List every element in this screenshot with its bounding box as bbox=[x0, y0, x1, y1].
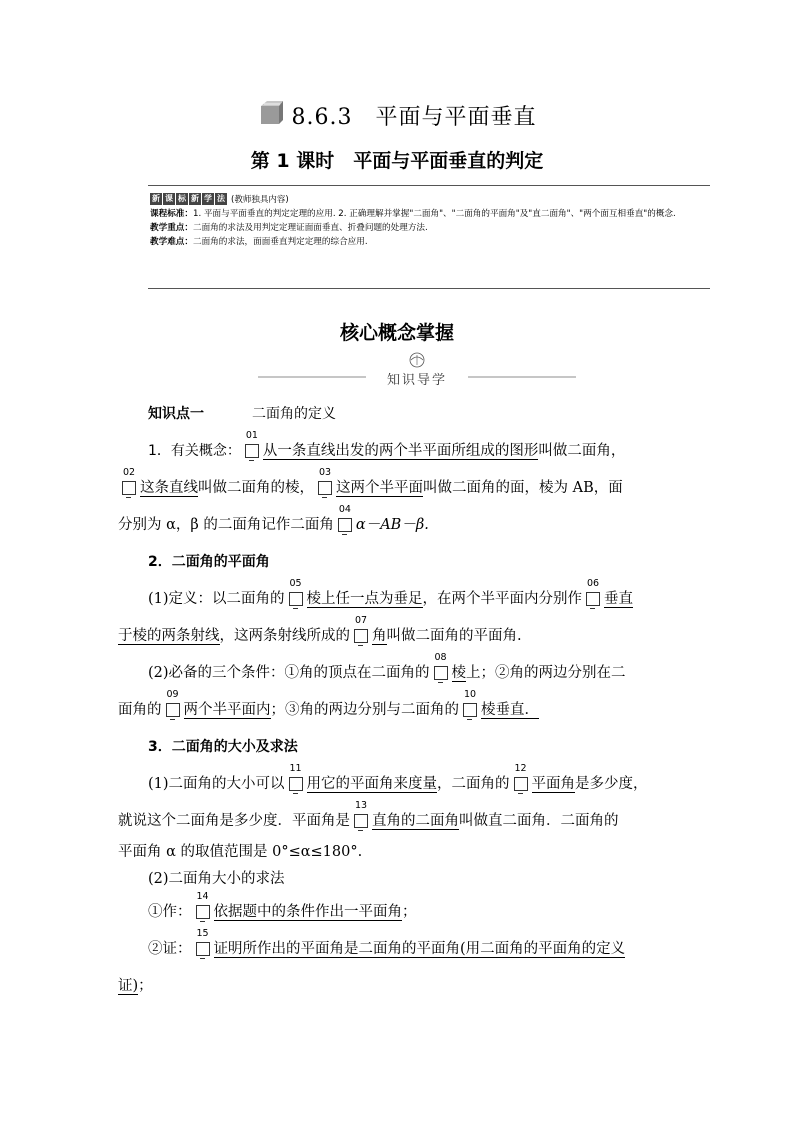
marker-number: 13 bbox=[354, 800, 368, 811]
definition-line-2 bbox=[118, 615, 680, 655]
key-label: 教学重点： bbox=[150, 222, 193, 233]
answer-blank: 这条直线 bbox=[140, 480, 198, 496]
bottom-divider bbox=[148, 288, 710, 289]
hard-text: 二面角的求法，面面垂直判定定理的综合应用. bbox=[192, 236, 368, 247]
answer-blank: 证) bbox=[118, 978, 139, 994]
marker-number: 05 bbox=[289, 578, 302, 589]
section-3-head bbox=[118, 729, 680, 766]
badge-char: 法 bbox=[217, 194, 225, 203]
answer-blank: α－AB－β. bbox=[355, 517, 429, 533]
step-construct bbox=[118, 891, 680, 931]
answer-blank: 证明所作出的平面角是二面角的平面角(用二面角的平面角的定义 bbox=[213, 941, 626, 957]
step-prove-1 bbox=[118, 928, 680, 968]
teaching-key-points bbox=[150, 221, 710, 235]
answer-marker-icon bbox=[194, 928, 212, 959]
marker-number: 07 bbox=[354, 615, 368, 626]
answer-marker-icon bbox=[584, 578, 602, 609]
answer-blank: 棱上任一点为垂足 bbox=[306, 591, 423, 607]
marker-number: 06 bbox=[587, 578, 600, 589]
concept-line-2 bbox=[118, 467, 680, 507]
teaching-difficulties bbox=[150, 235, 710, 249]
text: (1)二面角的大小可以 bbox=[148, 776, 285, 792]
marker-number: 12 bbox=[514, 763, 527, 774]
point-label: 知识点一 bbox=[148, 406, 204, 422]
knowledge-guide-label: 知识导学 bbox=[386, 373, 447, 388]
hard-label: 教学难点： bbox=[150, 236, 193, 247]
new-curriculum-badge bbox=[150, 192, 228, 206]
answer-blank: 角 bbox=[372, 628, 387, 644]
top-divider bbox=[148, 185, 710, 186]
badge-char: 新 bbox=[191, 194, 199, 203]
marker-number: 01 bbox=[245, 430, 258, 441]
text: ，在两个半平面内分别作 bbox=[422, 591, 583, 607]
text: 叫做直二面角．二面角的 bbox=[459, 813, 619, 829]
page-title: 8.6.3 平面与平面垂直 bbox=[291, 105, 537, 130]
answer-blank: 从一条直线出发的两个半平面所组成的图形 bbox=[262, 443, 539, 459]
badge-note: (教师独具内容) bbox=[231, 194, 289, 205]
answer-marker-icon bbox=[287, 763, 305, 794]
s1-head: 1．有关概念： bbox=[148, 443, 241, 459]
size-line-2 bbox=[118, 800, 680, 840]
answer-marker-icon bbox=[194, 891, 212, 922]
answer-marker-icon bbox=[120, 467, 138, 498]
text: ； bbox=[138, 978, 153, 994]
answer-marker-icon bbox=[512, 763, 530, 794]
knowledge-guide-header bbox=[258, 352, 576, 388]
text: ②证： bbox=[148, 941, 192, 957]
text: ①作： bbox=[148, 904, 192, 920]
curriculum-label: 课程标准： bbox=[150, 208, 193, 219]
text: 是多少度， bbox=[575, 776, 648, 792]
marker-number: 14 bbox=[196, 891, 209, 902]
key-text: 二面角的求法及用判定定理证面面垂直、折叠问题的处理方法. bbox=[192, 222, 428, 233]
text: 平面角 α 的取值范围是 0°≤α≤180°. bbox=[118, 844, 363, 860]
marker-number: 04 bbox=[338, 504, 351, 515]
standards-box bbox=[150, 192, 710, 249]
step-prove-2 bbox=[118, 968, 680, 1005]
section-heading-text: 3．二面角的大小及求法 bbox=[148, 739, 298, 755]
marker-number: 08 bbox=[434, 652, 447, 663]
section-2-head bbox=[118, 544, 680, 581]
marker-number: 02 bbox=[122, 467, 136, 478]
answer-marker-icon bbox=[461, 689, 479, 720]
curriculum-text: 1. 平面与平面垂直的判定定理的应用. 2. 正确理解并掌握"二面角"、"二面角的平面角"及"直二面角"、"两个面互相垂直"的概念. bbox=[192, 208, 676, 219]
answer-marker-icon bbox=[287, 578, 305, 609]
lesson-subtitle: 第 1 课时 平面与平面垂直的判定 bbox=[250, 150, 544, 172]
size-line-1 bbox=[118, 763, 680, 803]
section-heading: 核心概念掌握 bbox=[339, 322, 454, 344]
text: ，二面角的 bbox=[437, 776, 510, 792]
answer-marker-icon bbox=[316, 467, 334, 498]
answer-blank: 平面角 bbox=[531, 776, 576, 792]
text: 分别为 α，β 的二面角记作二面角 bbox=[118, 517, 334, 533]
concept-line-1 bbox=[118, 430, 680, 470]
answer-marker-icon bbox=[243, 430, 261, 461]
title-row bbox=[0, 100, 794, 131]
text: ，这两条射线所成的 bbox=[219, 628, 350, 644]
text: 上；②角的两边分别在二 bbox=[466, 665, 626, 681]
text: ； bbox=[402, 904, 417, 920]
marker-number: 03 bbox=[318, 467, 332, 478]
badge-char: 新 bbox=[152, 194, 160, 203]
size-line-3 bbox=[118, 840, 680, 864]
badge-char: 课 bbox=[165, 194, 173, 203]
book-icon bbox=[258, 100, 284, 126]
text: ；③角的两边分别与二面角的 bbox=[270, 702, 459, 718]
conditions-line-1 bbox=[118, 652, 680, 692]
answer-marker-icon bbox=[432, 652, 450, 683]
concept-line-3 bbox=[118, 504, 680, 544]
method-head bbox=[118, 864, 680, 894]
knowledge-point-1 bbox=[118, 396, 680, 433]
text: (2)二面角大小的求法 bbox=[148, 871, 285, 887]
answer-blank: 垂直 bbox=[604, 591, 634, 607]
answer-blank: 用它的平面角来度量 bbox=[306, 776, 438, 792]
point-title: 二面角的定义 bbox=[252, 406, 336, 422]
text: 叫做二面角的平面角. bbox=[386, 628, 522, 644]
answer-blank: 依据题中的条件作出一平面角 bbox=[213, 904, 402, 920]
text: (2)必备的三个条件：①角的顶点在二面角的 bbox=[148, 665, 430, 681]
text: 面角的 bbox=[118, 702, 162, 718]
content-body bbox=[118, 396, 680, 1005]
marker-number: 15 bbox=[196, 928, 209, 939]
badge-row bbox=[150, 192, 710, 207]
badge-char: 学 bbox=[204, 194, 212, 203]
section-heading-text: 2．二面角的平面角 bbox=[148, 554, 270, 570]
answer-blank: 棱 bbox=[451, 665, 467, 681]
answer-blank: 两个半平面内 bbox=[183, 702, 271, 718]
marker-number: 11 bbox=[289, 763, 302, 774]
marker-number: 10 bbox=[463, 689, 477, 700]
answer-blank: 直角的二面角 bbox=[372, 813, 459, 829]
answer-blank: 这两个半平面 bbox=[336, 480, 423, 496]
definition-line-1 bbox=[118, 578, 680, 618]
text: 叫做二面角的棱， bbox=[198, 480, 314, 496]
curriculum-standard bbox=[150, 207, 710, 221]
answer-marker-icon bbox=[164, 689, 182, 720]
answer-marker-icon bbox=[336, 504, 354, 535]
answer-blank: 于棱的两条射线 bbox=[118, 628, 220, 644]
text: 叫做二面角， bbox=[538, 443, 626, 459]
marker-number: 09 bbox=[166, 689, 179, 700]
text: (1)定义：以二面角的 bbox=[148, 591, 285, 607]
text: 叫做二面角的面，棱为 AB，面 bbox=[423, 480, 623, 496]
answer-blank: 棱垂直． bbox=[481, 702, 539, 718]
answer-marker-icon bbox=[352, 800, 370, 831]
text: 就说这个二面角是多少度．平面角是 bbox=[118, 813, 350, 829]
answer-marker-icon bbox=[352, 615, 370, 646]
conditions-line-2 bbox=[118, 689, 680, 729]
badge-char: 标 bbox=[178, 194, 186, 203]
